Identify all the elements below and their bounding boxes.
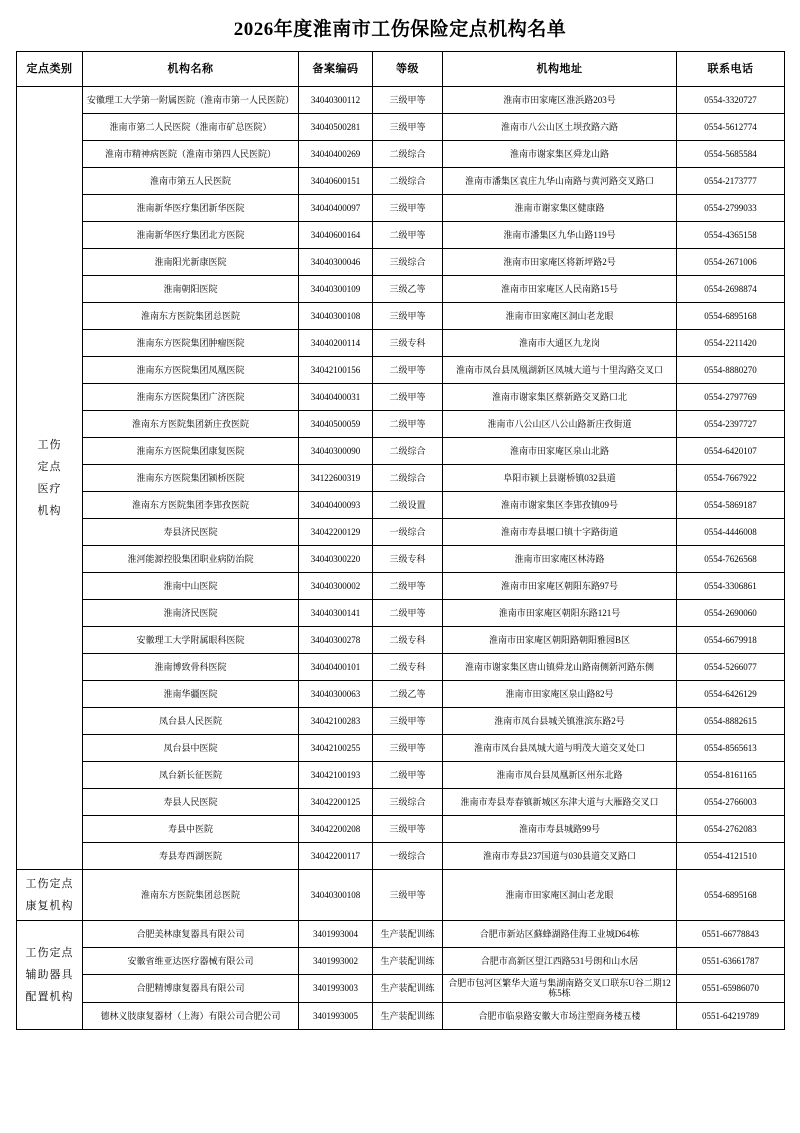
level-cell: 一级综合 (373, 519, 443, 546)
telephone-cell: 0554-2211420 (677, 330, 785, 357)
table-row (17, 600, 785, 627)
institution-name-cell: 淮南市精神病医院（淮南市第四人民医院） (83, 141, 299, 168)
table-row (17, 735, 785, 762)
level-cell: 三级综合 (373, 789, 443, 816)
table-row (17, 384, 785, 411)
institution-name-cell: 淮南东方医院集团康复医院 (83, 438, 299, 465)
institution-address-cell: 淮南市寿县城路99号 (443, 816, 677, 843)
institution-name-cell: 淮河能源控股集团职业病防治院 (83, 546, 299, 573)
category-cell (17, 87, 83, 870)
institution-address-cell: 淮南市寿县寿春镇新城区东津大道与大雁路交叉口 (443, 789, 677, 816)
table-row (17, 519, 785, 546)
level-cell: 三级甲等 (373, 87, 443, 114)
table-row (17, 330, 785, 357)
table-body (17, 87, 785, 1030)
institution-name-cell: 淮南济民医院 (83, 600, 299, 627)
level-cell: 二级甲等 (373, 573, 443, 600)
telephone-cell: 0554-6895168 (677, 303, 785, 330)
institution-name-cell: 淮南朝阳医院 (83, 276, 299, 303)
telephone-cell: 0554-8565613 (677, 735, 785, 762)
institution-name-cell: 凤台新长征医院 (83, 762, 299, 789)
category-cell (17, 921, 83, 1030)
level-cell: 二级乙等 (373, 681, 443, 708)
institution-address-cell: 合肥市高新区望江西路531号朗和山水居 (443, 948, 677, 975)
institution-address-cell: 淮南市田家庵区朝阳东路97号 (443, 573, 677, 600)
institution-name-cell: 合肥美林康复器具有限公司 (83, 921, 299, 948)
institution-address-cell: 淮南市谢家集区健康路 (443, 195, 677, 222)
institution-address-cell: 淮南市田家庵区泉山路82号 (443, 681, 677, 708)
telephone-cell: 0554-5685584 (677, 141, 785, 168)
institution-name-cell: 淮南东方医院集团肿瘤医院 (83, 330, 299, 357)
record-code-cell: 34040400097 (299, 195, 373, 222)
record-code-cell: 34040500059 (299, 411, 373, 438)
column-header-code: 备案编码 (299, 52, 373, 87)
telephone-cell: 0554-8880270 (677, 357, 785, 384)
record-code-cell: 34040400093 (299, 492, 373, 519)
record-code-cell: 34040300112 (299, 87, 373, 114)
level-cell: 三级甲等 (373, 114, 443, 141)
telephone-cell: 0554-6679918 (677, 627, 785, 654)
telephone-cell: 0554-2762083 (677, 816, 785, 843)
level-cell: 三级乙等 (373, 276, 443, 303)
record-code-cell: 3401993003 (299, 975, 373, 1003)
telephone-cell: 0554-8161165 (677, 762, 785, 789)
institution-address-cell: 淮南市八公山区土坝孜路六路 (443, 114, 677, 141)
table-row (17, 303, 785, 330)
institution-address-cell: 淮南市凤台县凤凰湖新区凤城大道与十里沟路交叉口 (443, 357, 677, 384)
institution-address-cell: 淮南市田家庵区洞山老龙眼 (443, 303, 677, 330)
telephone-cell: 0551-66778843 (677, 921, 785, 948)
institution-name-cell: 寿县人民医院 (83, 789, 299, 816)
record-code-cell: 34040600151 (299, 168, 373, 195)
institution-address-cell: 淮南市谢家集区李郢孜镇09号 (443, 492, 677, 519)
institution-name-cell: 寿县中医院 (83, 816, 299, 843)
level-cell: 二级综合 (373, 141, 443, 168)
institution-address-cell: 淮南市谢家集区唐山镇舜龙山路南侧新河路东侧 (443, 654, 677, 681)
institution-name-cell: 寿县济民医院 (83, 519, 299, 546)
telephone-cell: 0551-63661787 (677, 948, 785, 975)
table-row (17, 843, 785, 870)
institution-address-cell: 淮南市田家庵区泉山北路 (443, 438, 677, 465)
table-row (17, 465, 785, 492)
record-code-cell: 34042200208 (299, 816, 373, 843)
table-row (17, 141, 785, 168)
level-cell: 三级甲等 (373, 735, 443, 762)
level-cell: 二级甲等 (373, 222, 443, 249)
level-cell: 二级综合 (373, 168, 443, 195)
institution-address-cell: 淮南市凤台县凤城大道与明茂大道交叉处口 (443, 735, 677, 762)
record-code-cell: 34040300108 (299, 303, 373, 330)
institution-address-cell: 淮南市田家庵区朝阳路朝阳雅园B区 (443, 627, 677, 654)
record-code-cell: 34040300278 (299, 627, 373, 654)
level-cell: 三级甲等 (373, 708, 443, 735)
level-cell: 三级甲等 (373, 870, 443, 921)
record-code-cell: 34040400101 (299, 654, 373, 681)
institution-name-cell: 德林义肢康复器材（上海）有限公司合肥公司 (83, 1002, 299, 1029)
level-cell: 二级甲等 (373, 600, 443, 627)
institution-address-cell: 合肥市新站区蘇蜂湖路佳海工业城D64栋 (443, 921, 677, 948)
level-cell: 三级专科 (373, 330, 443, 357)
telephone-cell: 0554-4121510 (677, 843, 785, 870)
record-code-cell: 34042200117 (299, 843, 373, 870)
record-code-cell: 34040300046 (299, 249, 373, 276)
telephone-cell: 0554-2766003 (677, 789, 785, 816)
institution-address-cell: 阜阳市颍上县谢桥镇032县道 (443, 465, 677, 492)
institution-address-cell: 淮南市田家庵区朝阳东路121号 (443, 600, 677, 627)
level-cell: 二级专科 (373, 654, 443, 681)
level-cell: 二级甲等 (373, 762, 443, 789)
telephone-cell: 0554-2671006 (677, 249, 785, 276)
level-cell: 一级综合 (373, 843, 443, 870)
institutions-table (16, 51, 785, 1030)
institution-address-cell: 淮南市田家庵区人民南路15号 (443, 276, 677, 303)
column-header-name: 机构名称 (83, 52, 299, 87)
telephone-cell: 0551-64219789 (677, 1002, 785, 1029)
institution-name-cell: 凤台县中医院 (83, 735, 299, 762)
table-row (17, 789, 785, 816)
record-code-cell: 34040300109 (299, 276, 373, 303)
level-cell: 二级甲等 (373, 384, 443, 411)
record-code-cell: 34040400269 (299, 141, 373, 168)
table-row (17, 948, 785, 975)
table-row (17, 627, 785, 654)
record-code-cell: 34042100283 (299, 708, 373, 735)
telephone-cell: 0554-6420107 (677, 438, 785, 465)
category-label-line: 工伤定点 (25, 878, 74, 890)
table-row (17, 975, 785, 1003)
level-cell: 二级综合 (373, 438, 443, 465)
institution-address-cell: 淮南市谢家集区蔡新路交叉路口北 (443, 384, 677, 411)
table-row (17, 276, 785, 303)
institution-address-cell: 淮南市凤台县城关镇淮滨东路2号 (443, 708, 677, 735)
table-header (17, 52, 785, 87)
table-header-row (17, 52, 785, 87)
institution-name-cell: 安徽理工大学第一附属医院（淮南市第一人民医院） (83, 87, 299, 114)
record-code-cell: 34040300090 (299, 438, 373, 465)
institution-name-cell: 合肥精博康复器具有限公司 (83, 975, 299, 1003)
level-cell: 三级甲等 (373, 195, 443, 222)
table-row (17, 1002, 785, 1029)
category-label-line: 定点 (37, 461, 62, 473)
institution-name-cell: 淮南东方医院集团凤凰医院 (83, 357, 299, 384)
telephone-cell: 0554-2797769 (677, 384, 785, 411)
institution-name-cell: 淮南东方医院集团新庄孜医院 (83, 411, 299, 438)
institution-address-cell: 淮南市田家庵区淮浜路203号 (443, 87, 677, 114)
table-row (17, 546, 785, 573)
institution-name-cell: 淮南东方医院集团颍桥医院 (83, 465, 299, 492)
telephone-cell: 0554-4446008 (677, 519, 785, 546)
telephone-cell: 0554-2698874 (677, 276, 785, 303)
table-row (17, 921, 785, 948)
category-label-line: 机构 (37, 505, 62, 517)
table-row (17, 816, 785, 843)
record-code-cell: 34040500281 (299, 114, 373, 141)
level-cell: 生产装配训练 (373, 975, 443, 1003)
institution-address-cell: 淮南市潘集区袁庄九华山南路与黄河路交叉路口 (443, 168, 677, 195)
record-code-cell: 34040300063 (299, 681, 373, 708)
telephone-cell: 0554-3306861 (677, 573, 785, 600)
category-label-line: 工伤 (37, 439, 62, 451)
level-cell: 二级甲等 (373, 357, 443, 384)
level-cell: 生产装配训练 (373, 921, 443, 948)
institution-address-cell: 淮南市八公山区八公山路新庄孜街道 (443, 411, 677, 438)
telephone-cell: 0554-7667922 (677, 465, 785, 492)
telephone-cell: 0554-7626568 (677, 546, 785, 573)
category-label-line: 康复机构 (25, 900, 74, 912)
institution-name-cell: 淮南新华医疗集团北方医院 (83, 222, 299, 249)
level-cell: 生产装配训练 (373, 948, 443, 975)
column-header-telephone: 联系电话 (677, 52, 785, 87)
table-row (17, 195, 785, 222)
institution-address-cell: 淮南市寿县237国道与030县道交叉路口 (443, 843, 677, 870)
table-row (17, 411, 785, 438)
column-header-level: 等级 (373, 52, 443, 87)
category-label-line: 辅助器具 (25, 968, 74, 981)
institution-address-cell: 淮南市寿县堰口镇十字路街道 (443, 519, 677, 546)
institution-address-cell: 淮南市潘集区九华山路119号 (443, 222, 677, 249)
institution-address-cell: 淮南市大通区九龙岗 (443, 330, 677, 357)
telephone-cell: 0554-5612774 (677, 114, 785, 141)
institution-name-cell: 淮南中山医院 (83, 573, 299, 600)
record-code-cell: 34040300141 (299, 600, 373, 627)
institution-name-cell: 淮南新华医疗集团新华医院 (83, 195, 299, 222)
institution-name-cell: 淮南华疆医院 (83, 681, 299, 708)
institution-name-cell: 淮南东方医院集团总医院 (83, 870, 299, 921)
telephone-cell: 0554-6895168 (677, 870, 785, 921)
table-row (17, 114, 785, 141)
category-cell (17, 870, 83, 921)
level-cell: 三级甲等 (373, 303, 443, 330)
level-cell: 二级设置 (373, 492, 443, 519)
table-row (17, 492, 785, 519)
record-code-cell: 34040400031 (299, 384, 373, 411)
record-code-cell: 34042100255 (299, 735, 373, 762)
page-title: 2026年度淮南市工伤保险定点机构名单 (233, 19, 567, 40)
telephone-cell: 0554-3320727 (677, 87, 785, 114)
record-code-cell: 34042200129 (299, 519, 373, 546)
category-label-line: 工伤定点 (25, 946, 74, 959)
telephone-cell: 0554-5869187 (677, 492, 785, 519)
telephone-cell: 0554-4365158 (677, 222, 785, 249)
institution-name-cell: 寿县寿西湖医院 (83, 843, 299, 870)
level-cell: 生产装配训练 (373, 1002, 443, 1029)
institution-name-cell: 安徽省维亚达医疗器械有限公司 (83, 948, 299, 975)
institution-address-cell: 合肥市临泉路安徽大市场注塑商务楼五楼 (443, 1002, 677, 1029)
institution-address-cell: 淮南市田家庵区林涛路 (443, 546, 677, 573)
column-header-address: 机构地址 (443, 52, 677, 87)
level-cell: 三级甲等 (373, 816, 443, 843)
column-header-category: 定点类别 (17, 52, 83, 87)
institution-address-cell: 合肥市包河区繁华大道与集湖南路交叉口联东U谷二期12栋5栋 (443, 975, 677, 1003)
institution-name-cell: 淮南博致骨科医院 (83, 654, 299, 681)
table-row (17, 357, 785, 384)
record-code-cell: 3401993002 (299, 948, 373, 975)
telephone-cell: 0554-5266077 (677, 654, 785, 681)
record-code-cell: 3401993004 (299, 921, 373, 948)
institution-name-cell: 安徽理工大学附属眼科医院 (83, 627, 299, 654)
telephone-cell: 0554-2173777 (677, 168, 785, 195)
record-code-cell: 3401993005 (299, 1002, 373, 1029)
institution-name-cell: 淮南东方医院集团李郢孜医院 (83, 492, 299, 519)
telephone-cell: 0554-6426129 (677, 681, 785, 708)
level-cell: 二级综合 (373, 465, 443, 492)
institution-address-cell: 淮南市凤台县凤凰新区州东北路 (443, 762, 677, 789)
table-row (17, 573, 785, 600)
record-code-cell: 34040600164 (299, 222, 373, 249)
telephone-cell: 0551-65986070 (677, 975, 785, 1003)
institution-name-cell: 凤台县人民医院 (83, 708, 299, 735)
telephone-cell: 0554-2799033 (677, 195, 785, 222)
level-cell: 三级专科 (373, 546, 443, 573)
record-code-cell: 34040300108 (299, 870, 373, 921)
table-row (17, 654, 785, 681)
table-row (17, 222, 785, 249)
table-row (17, 438, 785, 465)
level-cell: 二级专科 (373, 627, 443, 654)
category-label-line: 医疗 (37, 483, 62, 495)
record-code-cell: 34042200125 (299, 789, 373, 816)
record-code-cell: 34040300220 (299, 546, 373, 573)
table-row (17, 87, 785, 114)
category-label-line: 配置机构 (25, 990, 74, 1003)
institution-name-cell: 淮南东方医院集团广济医院 (83, 384, 299, 411)
institution-address-cell: 淮南市田家庵区将新坪路2号 (443, 249, 677, 276)
record-code-cell: 34122600319 (299, 465, 373, 492)
record-code-cell: 34042100156 (299, 357, 373, 384)
record-code-cell: 34042100193 (299, 762, 373, 789)
level-cell: 三级综合 (373, 249, 443, 276)
level-cell: 二级甲等 (373, 411, 443, 438)
institution-name-cell: 淮南市第五人民医院 (83, 168, 299, 195)
institution-name-cell: 淮南阳光新康医院 (83, 249, 299, 276)
table-row (17, 762, 785, 789)
table-row (17, 708, 785, 735)
institution-name-cell: 淮南市第二人民医院（淮南市矿总医院） (83, 114, 299, 141)
table-row (17, 870, 785, 921)
institution-address-cell: 淮南市田家庵区洞山老龙眼 (443, 870, 677, 921)
telephone-cell: 0554-8882615 (677, 708, 785, 735)
record-code-cell: 34040300002 (299, 573, 373, 600)
telephone-cell: 0554-2690060 (677, 600, 785, 627)
table-row (17, 249, 785, 276)
institution-address-cell: 淮南市谢家集区舜龙山路 (443, 141, 677, 168)
record-code-cell: 34040200114 (299, 330, 373, 357)
telephone-cell: 0554-2397727 (677, 411, 785, 438)
institution-name-cell: 淮南东方医院集团总医院 (83, 303, 299, 330)
table-row (17, 168, 785, 195)
table-row (17, 681, 785, 708)
